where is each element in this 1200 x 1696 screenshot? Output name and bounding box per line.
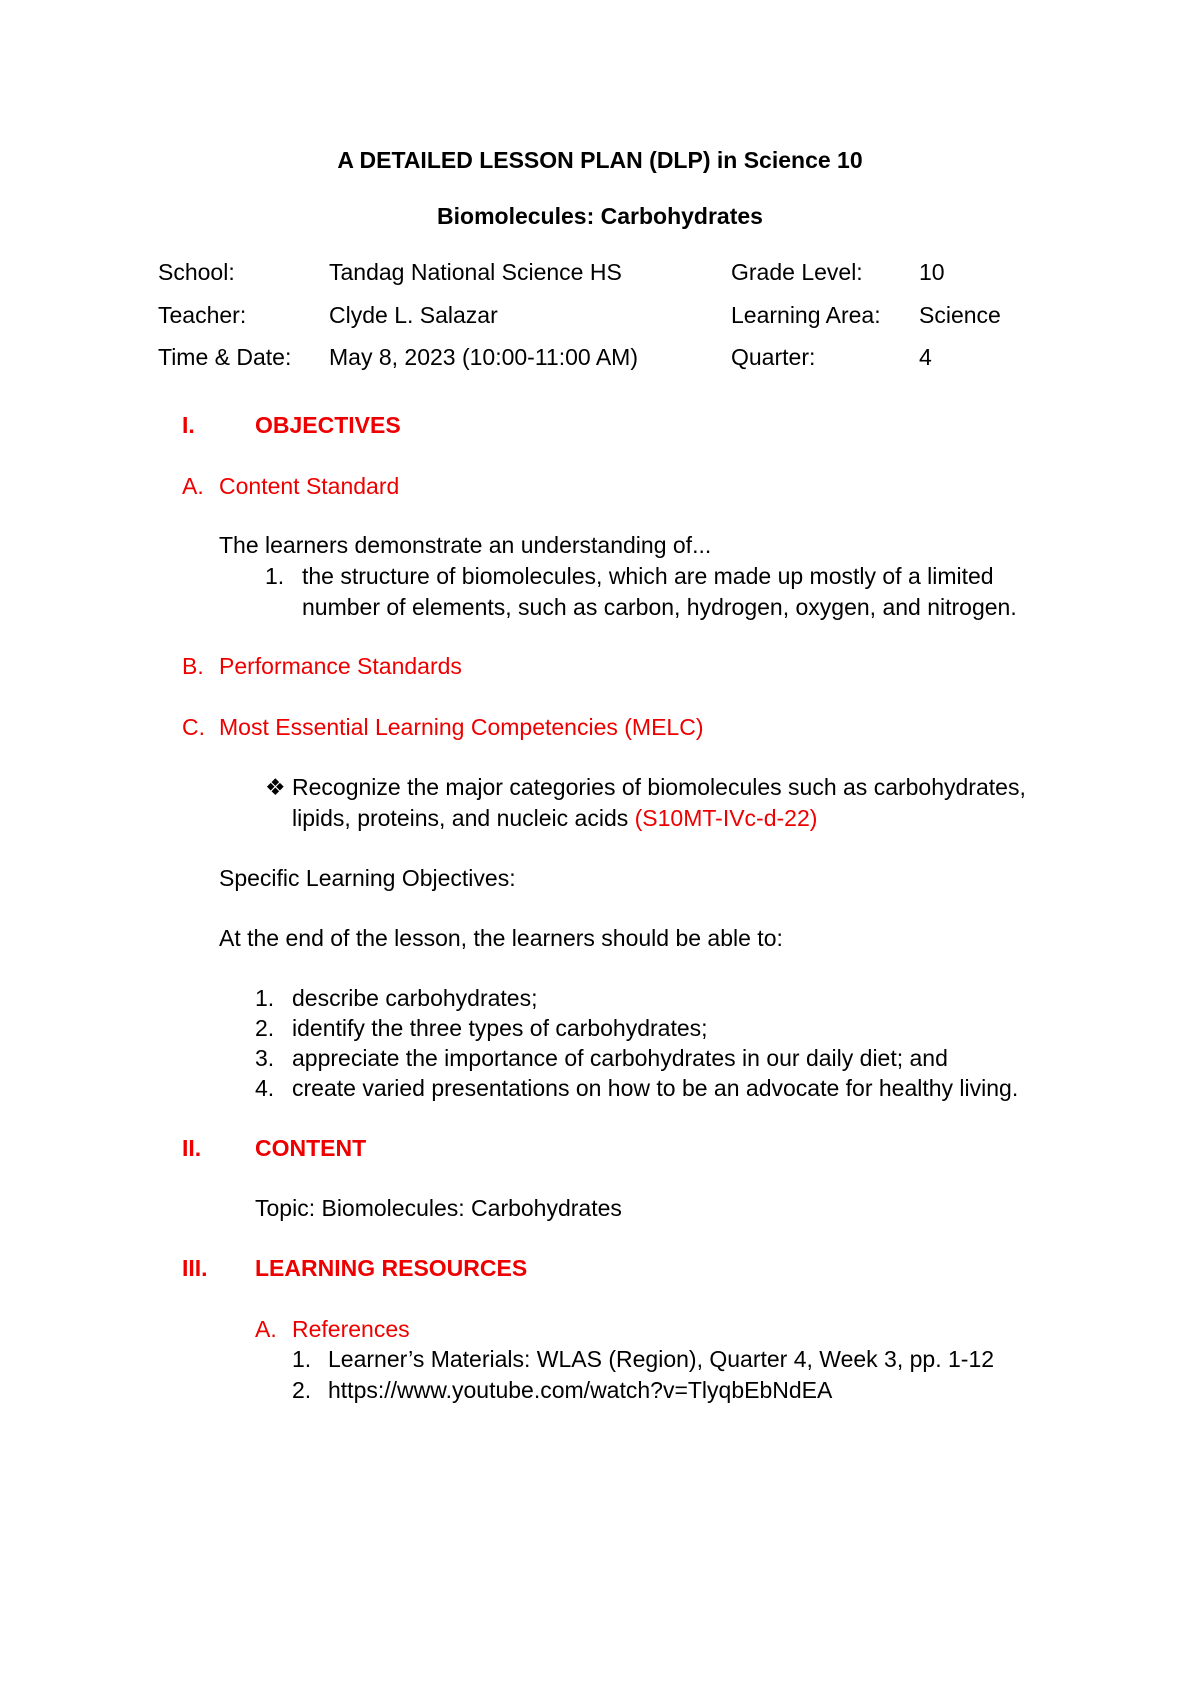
section-1-heading: OBJECTIVES xyxy=(255,412,401,438)
reference-link[interactable]: https://www.youtube.com/watch?v=TlyqbEbNdEA xyxy=(328,1377,833,1403)
content-standard-item-line-1: the structure of biomolecules, which are made up mostly of a limited xyxy=(302,563,994,589)
learning-area-label: Learning Area: xyxy=(731,302,881,328)
section-3-heading: LEARNING RESOURCES xyxy=(255,1255,528,1281)
section-2-numeral: II. xyxy=(182,1135,202,1161)
list-item: identify the three types of carbohydrates; xyxy=(292,1015,708,1041)
list-item-number: 2. xyxy=(292,1377,312,1403)
list-item-number: 4. xyxy=(255,1075,275,1101)
end-of-lesson-statement: At the end of the lesson, the learners should be able to: xyxy=(219,925,783,951)
content-standard-heading: Content Standard xyxy=(219,473,400,499)
teacher-value: Clyde L. Salazar xyxy=(329,302,498,328)
section-3-numeral: III. xyxy=(182,1255,208,1281)
document-subtitle: Biomolecules: Carbohydrates xyxy=(437,203,763,229)
content-standard-letter: A. xyxy=(182,473,204,499)
diamond-bullet-icon: ❖ xyxy=(265,774,286,800)
list-item: create varied presentations on how to be an advocate for healthy living. xyxy=(292,1075,1019,1101)
time-date-value: May 8, 2023 (10:00-11:00 AM) xyxy=(329,344,638,370)
learning-area-value: Science xyxy=(919,302,1001,328)
document-title: A DETAILED LESSON PLAN (DLP) in Science 10 xyxy=(337,147,863,173)
school-label: School: xyxy=(158,259,235,285)
list-item-number: 1. xyxy=(255,985,275,1011)
performance-standards-heading: Performance Standards xyxy=(219,653,462,679)
melc-competency-line-1: Recognize the major categories of biomolecules such as carbohydrates, xyxy=(292,774,1026,800)
melc-heading: Most Essential Learning Competencies (MELC) xyxy=(219,714,704,740)
list-item-number: 1. xyxy=(292,1346,312,1372)
list-item-number: 2. xyxy=(255,1015,275,1041)
references-letter: A. xyxy=(255,1316,277,1342)
references-heading: References xyxy=(292,1316,410,1342)
specific-objectives-label: Specific Learning Objectives: xyxy=(219,865,516,891)
teacher-label: Teacher: xyxy=(158,302,247,328)
melc-code: (S10MT-IVc-d-22) xyxy=(634,805,818,831)
performance-standards-letter: B. xyxy=(182,653,204,679)
quarter-label: Quarter: xyxy=(731,344,816,370)
content-standard-item-line-2: number of elements, such as carbon, hydrogen, oxygen, and nitrogen. xyxy=(302,594,1017,620)
list-item-number: 3. xyxy=(255,1045,275,1071)
school-value: Tandag National Science HS xyxy=(329,259,622,285)
time-date-label: Time & Date: xyxy=(158,344,292,370)
melc-competency-text: lipids, proteins, and nucleic acids xyxy=(292,805,635,831)
section-1-numeral: I. xyxy=(182,412,195,438)
quarter-value: 4 xyxy=(919,344,932,370)
topic-statement: Topic: Biomolecules: Carbohydrates xyxy=(255,1195,622,1221)
grade-level-label: Grade Level: xyxy=(731,259,863,285)
content-standard-item-number: 1. xyxy=(265,563,285,589)
content-standard-intro: The learners demonstrate an understanding of... xyxy=(219,532,712,558)
list-item: appreciate the importance of carbohydrates in our daily diet; and xyxy=(292,1045,948,1071)
section-2-heading: CONTENT xyxy=(255,1135,367,1161)
list-item: Learner’s Materials: WLAS (Region), Quarter 4, Week 3, pp. 1-12 xyxy=(328,1346,995,1372)
melc-letter: C. xyxy=(182,714,205,740)
grade-level-value: 10 xyxy=(919,259,945,285)
list-item: describe carbohydrates; xyxy=(292,985,538,1011)
melc-competency-line-2 xyxy=(292,804,817,832)
